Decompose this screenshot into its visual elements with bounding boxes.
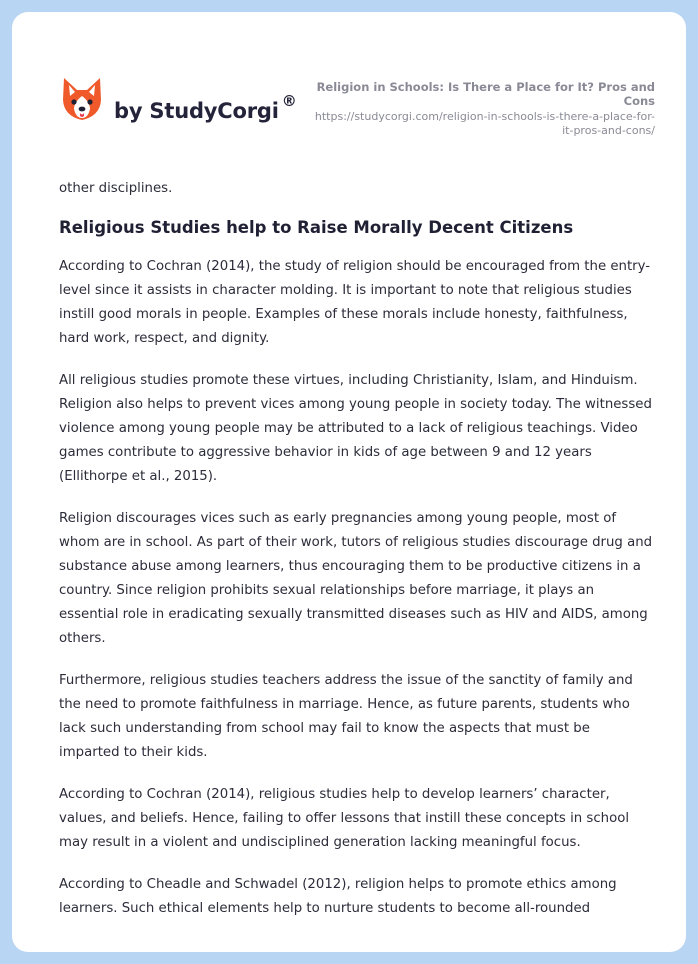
document-url[interactable]: https://studycorgi.com/religion-in-schools-is-there-a-place-for-it-pros-and-cons/ [314,110,655,137]
page-header [12,12,686,152]
brand-text: by StudyCorgi [114,99,279,123]
corgi-icon [60,76,104,122]
paragraph: According to Cochran (2014), the study of religion should be encouraged from the entry-level since it assists in character molding. It is important to note that religious studies instill good morals in people. Examples of these morals include honesty, faithfulness, hard work, respect, and dignity. [59,259,651,346]
brand-name [114,92,297,123]
studycorgi-logo[interactable] [60,76,310,128]
article-body [59,177,654,939]
paragraph: Religion discourages vices such as early pregnancies among young people, most of whom are in school. As part of their work, tutors of religious studies discourage drug and substance abuse among learners, thus encouraging them to be productive citizens in a country. Since religion prohibits sexual relationships before marriage, it plays an essential role in eradicating sexually transmitted diseases such as HIV and AIDS, among others. [59,511,653,646]
document-page [12,12,686,952]
document-meta [305,80,655,138]
paragraph: All religious studies promote these virtues, including Christianity, Islam, and Hinduism. Religion also helps to prevent vices among young people in society today. The witnessed violence among young people may be attributed to a lack of religious teachings. Video games contribute to aggressive behavior in kids of age between 9 and 12 years (Ellithorpe et al., 2015). [59,373,652,484]
section-heading: Religious Studies help to Raise Morally Decent Citizens [59,218,574,237]
paragraph: According to Cheadle and Schwadel (2012), religion helps to promote ethics among learners. Such ethical elements help to nurture students to become all-rounded [59,877,617,916]
document-title: Religion in Schools: Is There a Place for It? Pros and Cons [316,80,655,108]
paragraph: According to Cochran (2014), religious studies help to develop learners’ character, values, and beliefs. Hence, failing to offer lessons that instill these concepts in school may result in a violent and undisciplined generation lacking meaningful focus. [59,787,630,850]
paragraph: Furthermore, religious studies teachers address the issue of the sanctity of family and the need to promote faithfulness in marriage. Hence, as future parents, students who lack such understanding from school may fail to know the aspects that must be imparted to their kids. [59,673,633,760]
intro-text: other disciplines. [59,181,173,196]
registered-mark: ® [281,92,297,110]
